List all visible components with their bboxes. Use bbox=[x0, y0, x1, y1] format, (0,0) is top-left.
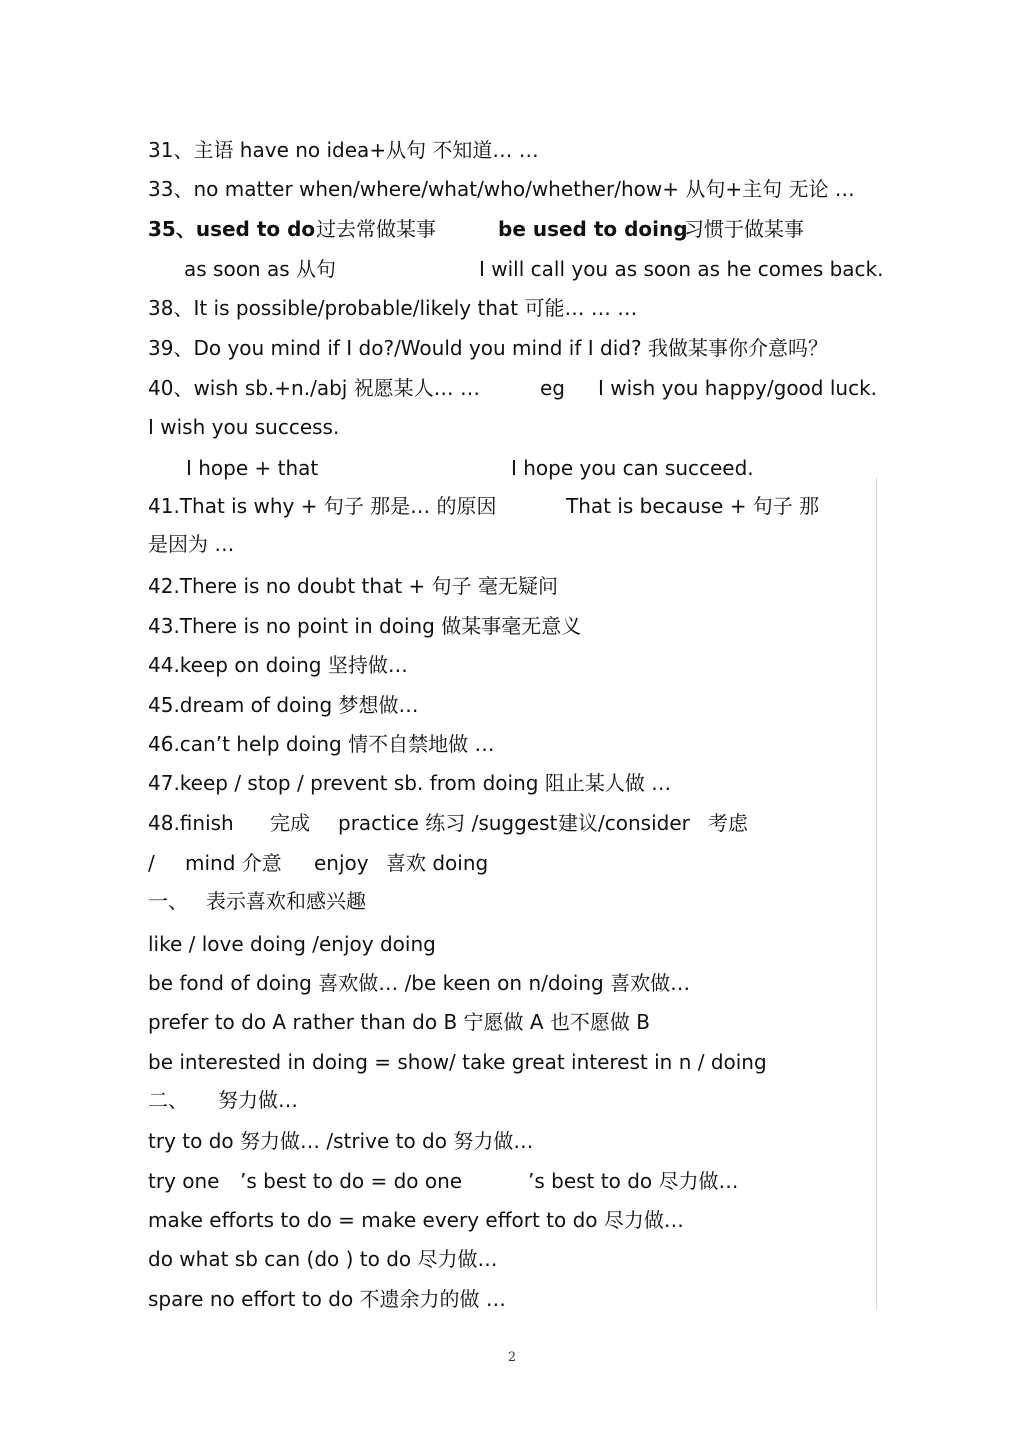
margin-rule bbox=[876, 478, 877, 1310]
page-number: 2 bbox=[507, 1350, 517, 1365]
document-page: 31、主语 have no idea+从句 不知道… … 33、no matter when/where/what/who/whether/how+ 从句+主句 无论 … 35、used to do 过去常做某事 be used to doing 习惯于做某事 as soon as 从句 I will call you as soon as he comes back. 38、It is possible/probable/likely that 可能… … … 39、Do you mind if I do?/Would you mind if I did? 我做某事你介意吗？ 40、wish sb.+n./abj 祝愿某人… … eg I wish you happy/good luck. I wish you success. I hope + that I hope you can succeed. 41.That is why + 句子 那是… 的原因 That is because + 句子 那 是因为 … 42.There is no doubt that + 句子 毫无疑问 43.There is no point in doing 做某事毫无意义 44.keep on doing 坚持做… 45.dream of doing 梦想做… 46.can’t help doing 情不自禁地做 … 47.keep / stop / prevent sb. from doing 阻止某人做 … 48.finish 完成 practice 练习 /suggest 建议/consider 考虑 / mind 介意 enjoy 喜欢 doing 一、 表示喜欢和感兴趣 like / love doing /enjoy doing be fond of doing 喜欢做… /be keen on n/doing 喜欢做… prefer to do A rather than do B 宁愿做 A 也不愿做 B be interested in doing = show/ take great interest in n / doing 二、 努力做… try to do 努力做… /strive to do 努力做… try one ’s best to do = do one ’s best to do 尽力做… make efforts to do = make every effort to do 尽力做… do what sb can (do ) to do 尽力做… spare no effort to do 不遗余力的做 … 2 bbox=[0, 0, 1024, 1449]
